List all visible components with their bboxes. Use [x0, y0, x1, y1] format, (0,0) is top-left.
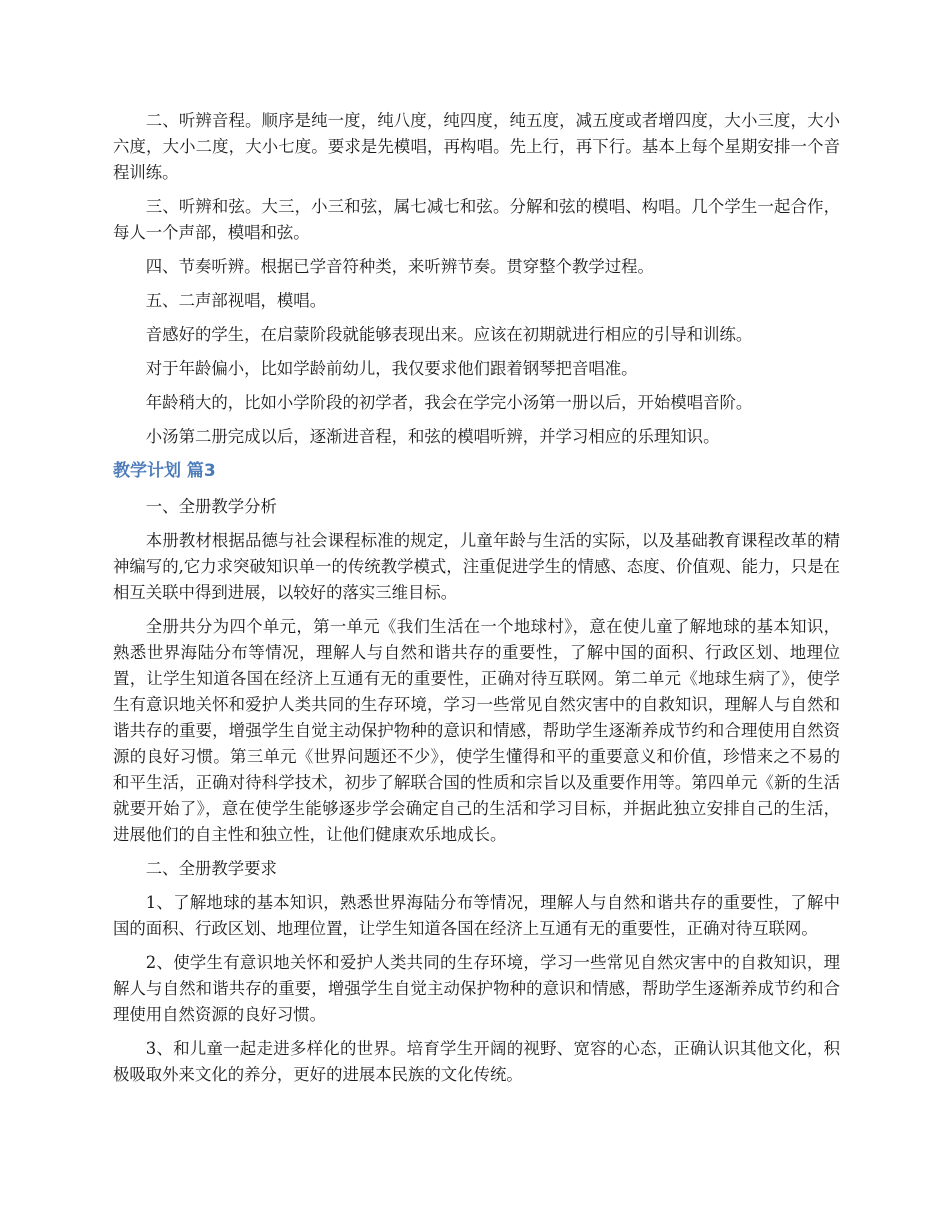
paragraph-older-beginners: 年龄稍大的，比如小学阶段的初学者，我会在学完小汤第一册以后，开始模唱音阶。: [145, 393, 753, 412]
paragraph-book-two: 小汤第二册完成以后，逐渐进音程，和弦的模唱听辨，并学习相应的乐理知识。: [145, 427, 720, 446]
paragraph-textbook-overview: 本册教材根据品德与社会课程标准的规定，儿童年龄与生活的实际，以及基础教育课程改革的精神编写的,它力求突破知识单一的传统教学模式，注重促进学生的情感、态度、价值观、能力，只是在相互关联中得到进展，以较好的落实三维目标。: [113, 531, 840, 602]
paragraph-interval-listening: 二、听辨音程。顺序是纯一度，纯八度，纯四度，纯五度，减五度或者增四度，大小三度，大小六度，大小二度，大小七度。要求是先模唱，再构唱。先上行，再下行。基本上每个星期安排一个音程训练。: [113, 111, 840, 182]
requirement-item-1: 1、了解地球的基本知识，熟悉世界海陆分布等情况，理解人与自然和谐共存的重要性，了解中国的面积、行政区划、地理位置，让学生知道各国在经济上互通有无的重要性，正确对待互联网。: [113, 893, 840, 938]
requirement-item-2: 2、使学生有意识地关怀和爱护人类共同的生存环境，学习一些常见自然灾害中的自救知识，理解人与自然和谐共存的重要，增强学生自觉主动保护物种的意识和情感，帮助学生逐渐养成节约和合理使用自然资源的良好习惯。: [113, 953, 840, 1024]
requirement-item-3: 3、和儿童一起走进多样化的世界。培育学生开阔的视野、宽容的心态，正确认识其他文化，积极吸取外来文化的养分，更好的进展本民族的文化传统。: [113, 1039, 840, 1084]
paragraph-pitch-sense: 音感好的学生，在启蒙阶段就能够表现出来。应该在初期就进行相应的引导和训练。: [145, 325, 753, 344]
paragraph-young-children: 对于年龄偏小，比如学龄前幼儿，我仅要求他们跟着钢琴把音唱准。: [145, 359, 638, 378]
section-heading: 教学计划 篇3: [113, 461, 216, 481]
document-page: [113, 108, 840, 1096]
paragraph-chord-listening: 三、听辨和弦。大三，小三和弦，属七减七和弦。分解和弦的模唱、构唱。几个学生一起合作，每人一个声部，模唱和弦。: [113, 197, 840, 242]
paragraph-two-part-sight-singing: 五、二声部视唱，模唱。: [145, 291, 327, 310]
paragraph-units: 全册共分为四个单元，第一单元《我们生活在一个地球村》，意在使儿童了解地球的基本知识，熟悉世界海陆分布等情况，理解人与自然和谐共存的重要性，了解中国的面积、行政区划、地理位置，让学生知道各国在经济上互通有无的重要性，正确对待互联网。第二单元《地球生病了》，使学生有意识地关怀和爱护人类共同的生存环境，学习一些常见自然灾害中的自救知识，理解人与自然和谐共存的重要，增强学生自觉主动保护物种的意识和情感，帮助学生逐渐养成节约和合理使用自然资源的良好习惯。第三单元《世界问题还不少》，使学生懂得和平的重要意义和价值，珍惜来之不易的和平生活，正确对待科学技术，初步了解联合国的性质和宗旨以及重要作用等。第四单元《新的生活就要开始了》，意在使学生能够逐步学会确定自己的生活和学习目标，并据此独立安排自己的生活，进展他们的自主性和独立性，让他们健康欢乐地成长。: [113, 617, 840, 844]
subheading-requirements: 二、全册教学要求: [145, 859, 277, 878]
paragraph-rhythm-listening: 四、节奏听辨。根据已学音符种类，来听辨节奏。贯穿整个教学过程。: [145, 257, 654, 276]
subheading-analysis: 一、全册教学分析: [145, 497, 277, 516]
